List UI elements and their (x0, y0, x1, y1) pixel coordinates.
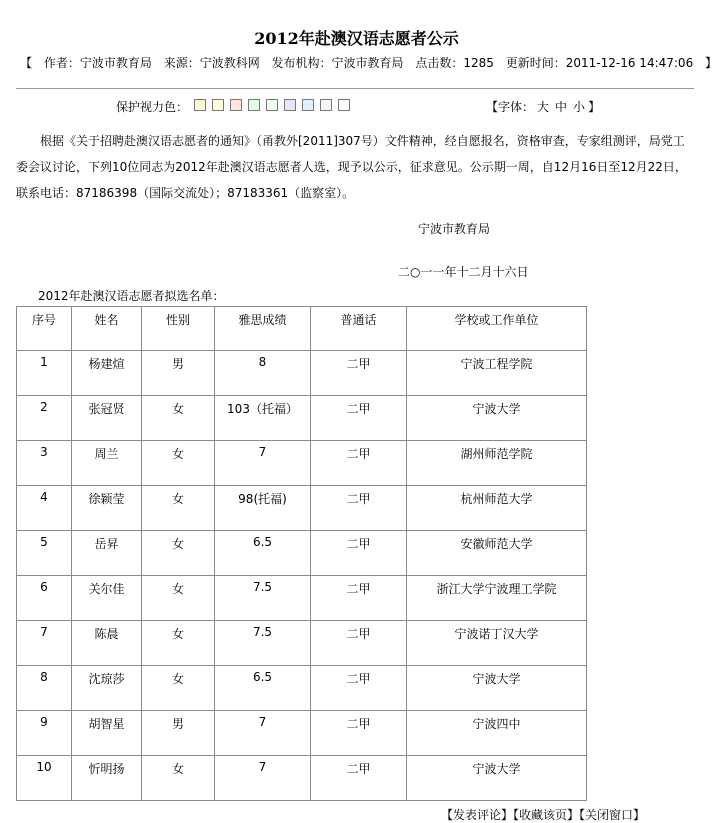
color-swatch[interactable] (248, 99, 260, 111)
table-cell: 沈琼莎 (72, 666, 142, 711)
meta-clicks: 点击数：1285 (415, 56, 494, 70)
color-swatch[interactable] (320, 99, 332, 111)
table-cell: 浙江大学宁波理工学院 (407, 576, 587, 621)
table-cell: 6.5 (215, 531, 311, 576)
divider (16, 88, 694, 89)
table-cell: 6 (17, 576, 72, 621)
table-cell: 杨建煊 (72, 351, 142, 396)
table-row (17, 576, 587, 621)
table-cell: 安徽师范大学 (407, 531, 587, 576)
table-cell: 7.5 (215, 621, 311, 666)
table-cell: 宁波大学 (407, 396, 587, 441)
color-swatch[interactable] (284, 99, 296, 111)
table-cell: 宁波诺丁汉大学 (407, 621, 587, 666)
table-cell: 8 (17, 666, 72, 711)
table-row (17, 621, 587, 666)
header-cell: 序号 (17, 307, 72, 351)
table-cell: 宁波工程学院 (407, 351, 587, 396)
table-row (17, 351, 587, 396)
table-cell: 二甲 (311, 756, 407, 801)
table-cell: 二甲 (311, 621, 407, 666)
table-cell: 二甲 (311, 576, 407, 621)
meta-open-bracket: 【 (20, 56, 33, 70)
table-cell: 忻明扬 (72, 756, 142, 801)
table-cell: 女 (142, 576, 215, 621)
table-cell: 二甲 (311, 531, 407, 576)
table-row (17, 531, 587, 576)
table-cell: 二甲 (311, 396, 407, 441)
page-title: 2012年赴澳汉语志愿者公示 (254, 29, 459, 48)
header-cell: 性别 (142, 307, 215, 351)
comment-link[interactable]: 【发表评论】 (441, 808, 514, 822)
font-large-link[interactable]: 大 (537, 100, 550, 114)
table-cell: 宁波四中 (407, 711, 587, 756)
table-cell: 徐颖莹 (72, 486, 142, 531)
table-cell: 2 (17, 396, 72, 441)
meta-source: 来源：宁波教科网 (163, 56, 260, 70)
eye-protect-label: 保护视力色： (116, 100, 189, 114)
table-cell: 二甲 (311, 486, 407, 531)
meta-author: 作者：宁波市教育局 (43, 56, 152, 70)
meta-close-bracket: 】 (705, 56, 717, 70)
table-row (17, 711, 587, 756)
font-size-label: 【字体： (486, 100, 535, 114)
table-cell: 98(托福) (215, 486, 311, 531)
footer-links (441, 806, 645, 823)
header-cell: 姓名 (72, 307, 142, 351)
table-row (17, 666, 587, 711)
table-cell: 宁波大学 (407, 666, 587, 711)
table-cell: 10 (17, 756, 72, 801)
table-cell: 8 (215, 351, 311, 396)
table-cell: 二甲 (311, 711, 407, 756)
table-cell: 女 (142, 756, 215, 801)
list-title: 2012年赴澳汉语志愿者拟选名单： (38, 289, 225, 303)
table-cell: 关尔佳 (72, 576, 142, 621)
font-medium-link[interactable]: 中 (555, 100, 568, 114)
table-cell: 7 (215, 711, 311, 756)
table-cell: 宁波大学 (407, 756, 587, 801)
header-cell: 普通话 (311, 307, 407, 351)
color-swatch[interactable] (302, 99, 314, 111)
article-body: 根据《关于招聘赴澳汉语志愿者的通知》（甬教外[2011]307号）文件精神，经自愿报名，资格审查，专家组测评，局党工委会议讨论，下列10位同志为2012年赴澳汉语志愿者人选，现予以公示，征求意见。公示期一周，自12月16日至12月22日，联系电话：87186398（国际交流处）；87183361（监察室）。 (16, 134, 687, 200)
table-cell: 女 (142, 441, 215, 486)
table-header-row (17, 307, 587, 351)
eye-protect-toolbar (116, 98, 350, 115)
table-cell: 103（托福） (215, 396, 311, 441)
table-cell: 女 (142, 486, 215, 531)
article-meta (20, 54, 717, 71)
table-cell: 陈晨 (72, 621, 142, 666)
table-cell: 男 (142, 711, 215, 756)
signature: 宁波市教育局 (418, 222, 491, 236)
table-cell: 二甲 (311, 666, 407, 711)
table-cell: 7 (215, 756, 311, 801)
table-row (17, 441, 587, 486)
table-cell: 杭州师范大学 (407, 486, 587, 531)
color-swatch[interactable] (338, 99, 350, 111)
table-row (17, 486, 587, 531)
table-cell: 4 (17, 486, 72, 531)
header-cell: 学校或工作单位 (407, 307, 587, 351)
table-cell: 7 (215, 441, 311, 486)
header-cell: 雅思成绩 (215, 307, 311, 351)
publish-date: 二○一一年十二月十六日 (398, 265, 529, 279)
color-swatch[interactable] (266, 99, 278, 111)
volunteer-table (16, 306, 587, 801)
font-small-link[interactable]: 小 (573, 100, 586, 114)
table-cell: 女 (142, 531, 215, 576)
table-cell: 周兰 (72, 441, 142, 486)
table-cell: 5 (17, 531, 72, 576)
table-row (17, 396, 587, 441)
table-cell: 1 (17, 351, 72, 396)
font-size-close-bracket: 】 (588, 100, 601, 114)
table-cell: 张冠贤 (72, 396, 142, 441)
font-size-toolbar (486, 98, 600, 115)
color-swatch[interactable] (230, 99, 242, 111)
table-cell: 6.5 (215, 666, 311, 711)
table-cell: 二甲 (311, 351, 407, 396)
table-cell: 3 (17, 441, 72, 486)
table-cell: 7 (17, 621, 72, 666)
table-cell: 7.5 (215, 576, 311, 621)
table-cell: 岳昇 (72, 531, 142, 576)
meta-updated: 更新时间：2011-12-16 14:47:06 (505, 56, 694, 70)
favorite-link[interactable]: 【收藏该页】 (513, 808, 580, 822)
color-swatch-group (188, 99, 350, 114)
table-cell: 女 (142, 621, 215, 666)
table-cell: 9 (17, 711, 72, 756)
table-cell: 女 (142, 396, 215, 441)
table-cell: 男 (142, 351, 215, 396)
table-row (17, 756, 587, 801)
color-swatch[interactable] (212, 99, 224, 111)
table-cell: 湖州师范学院 (407, 441, 587, 486)
close-window-link[interactable]: 【关闭窗口】 (579, 808, 646, 822)
table-cell: 女 (142, 666, 215, 711)
meta-publisher: 发布机构：宁波市教育局 (271, 56, 404, 70)
table-cell: 二甲 (311, 441, 407, 486)
color-swatch[interactable] (194, 99, 206, 111)
table-cell: 胡智星 (72, 711, 142, 756)
